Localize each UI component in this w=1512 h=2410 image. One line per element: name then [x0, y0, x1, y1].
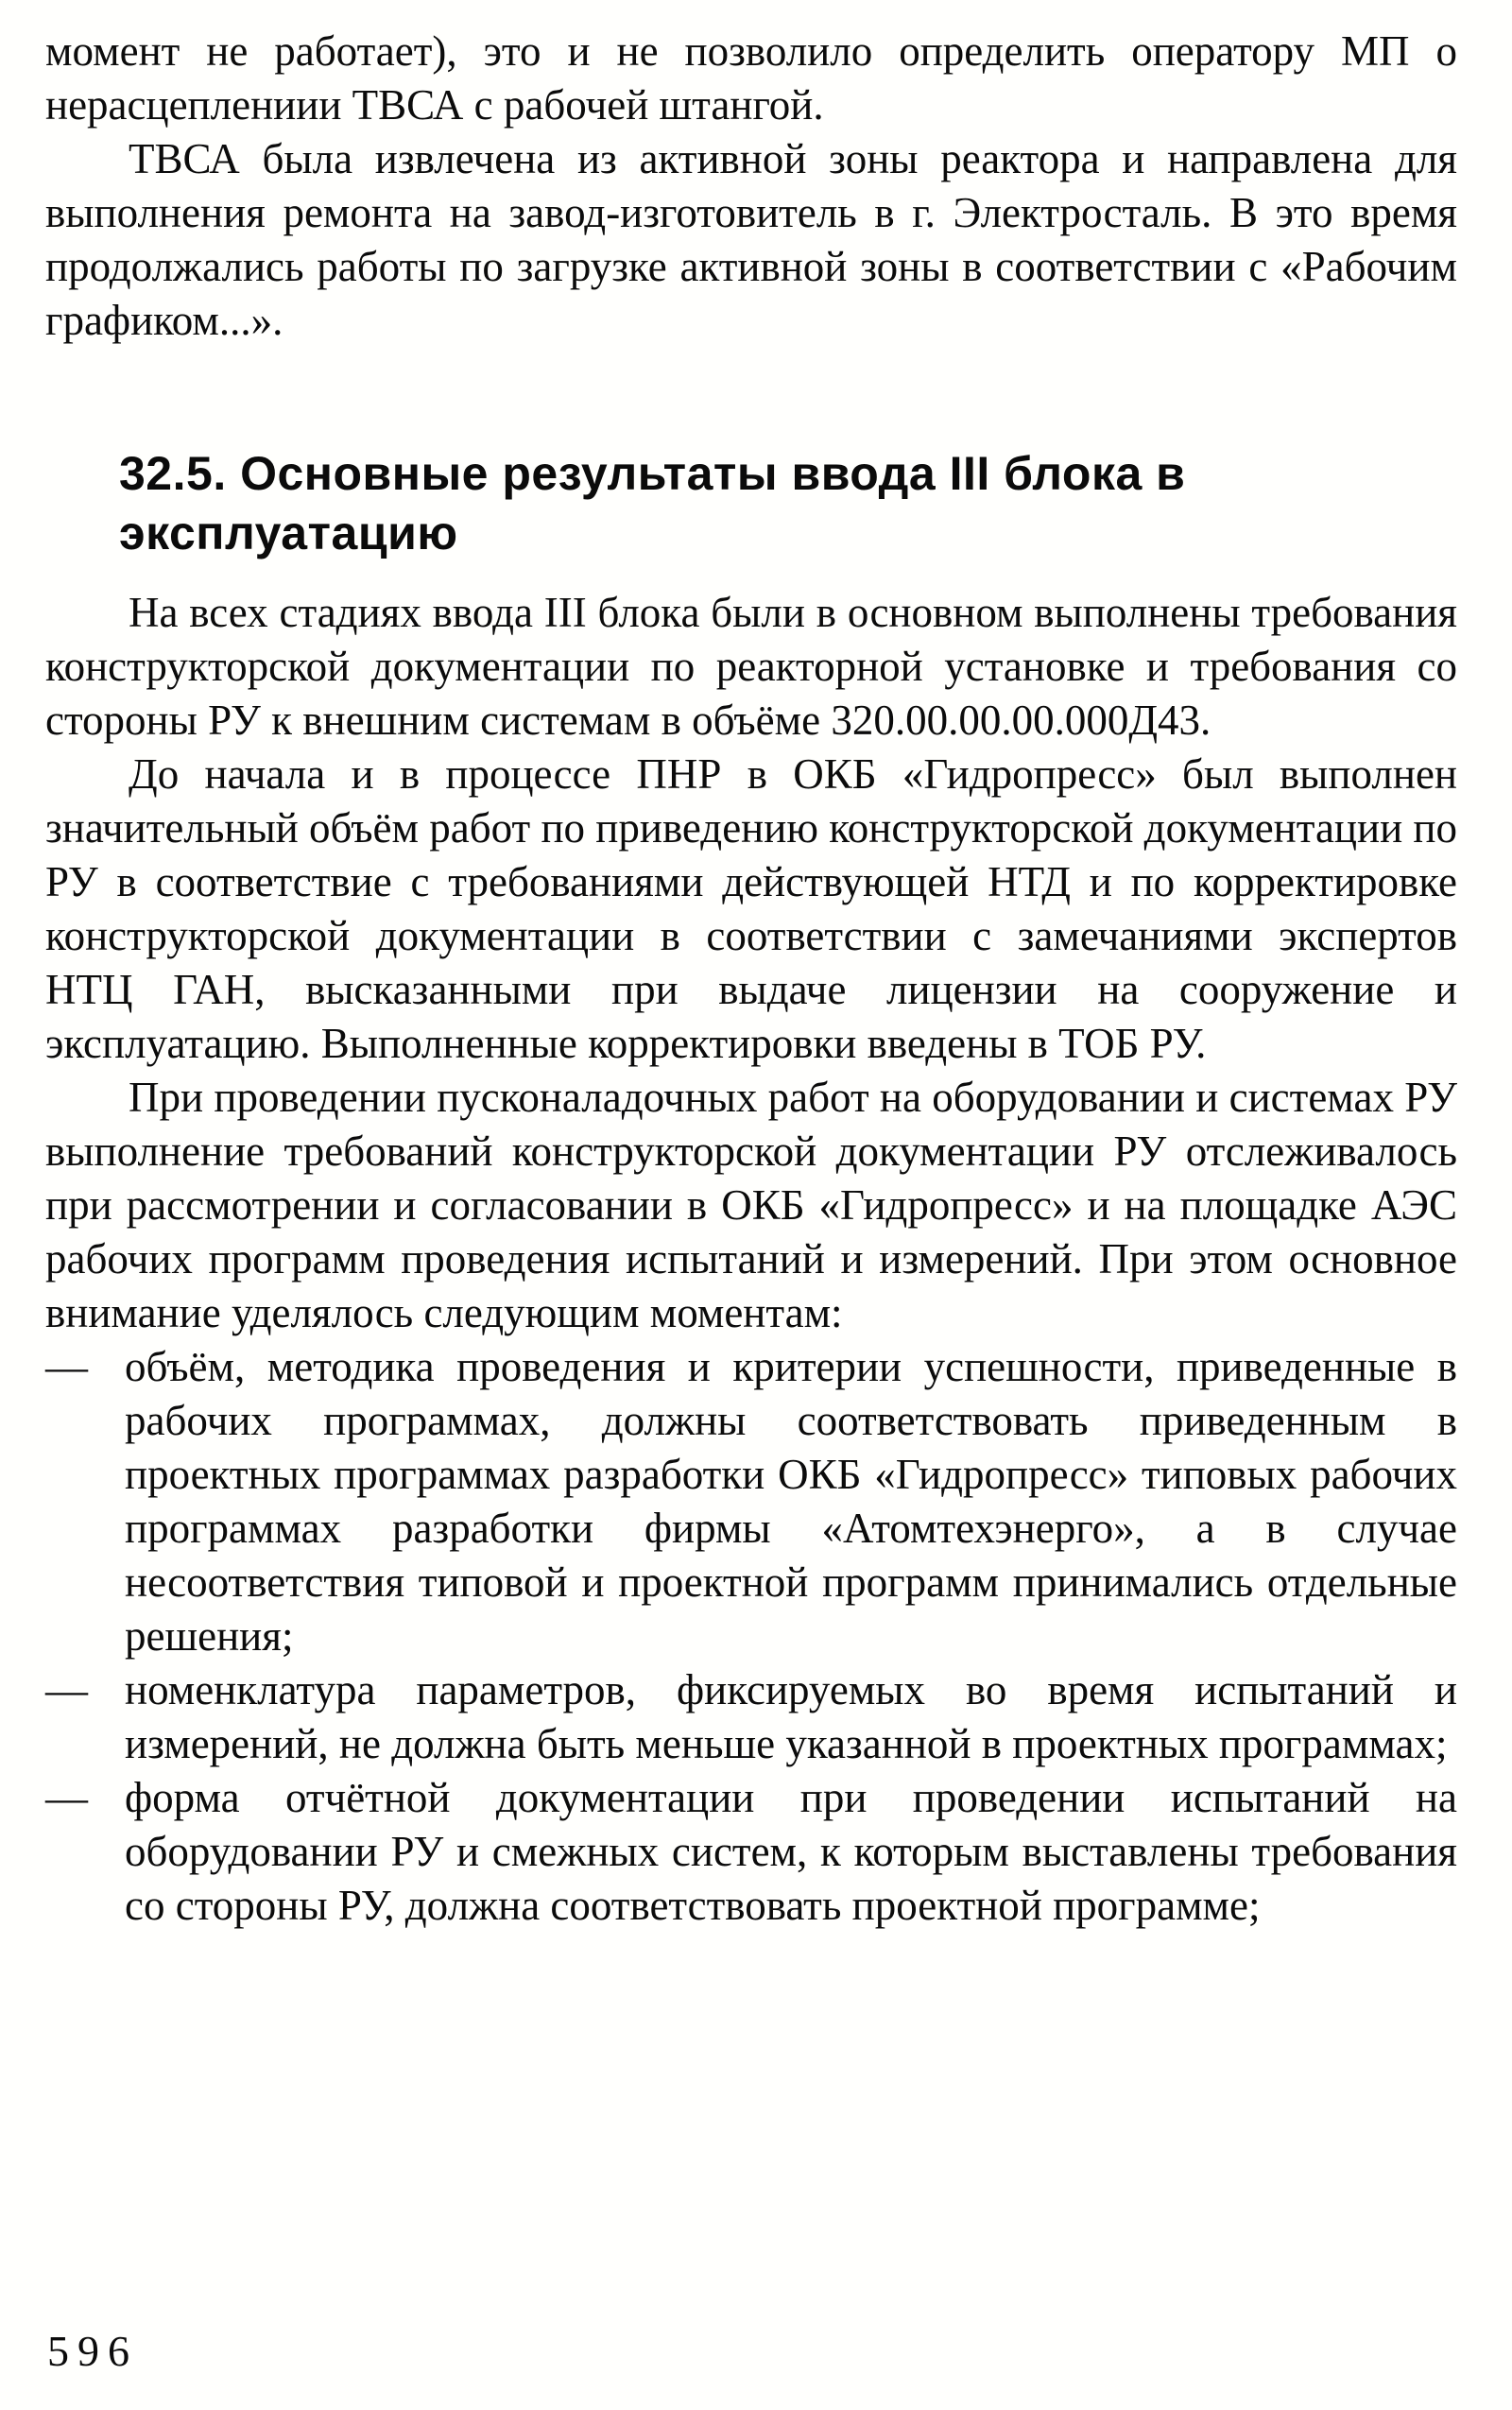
paragraph-continuation: момент не работает), это и не позволило определить оператору МП о нерасцеплениии ТВСА с рабочей штангой. — [45, 27, 1457, 129]
dash-list — [45, 1340, 1457, 1933]
dash-marker: — — [45, 1343, 88, 1390]
list-item-1 — [45, 1340, 1457, 1663]
paragraph-requirements: На всех стадиях ввода III блока были в основном выполнены требования конструкторской документации по реакторной установке и требования со стороны РУ к внешним системам в объёме 320.00.00.00.000Д43. — [45, 589, 1457, 744]
section-heading: 32.5. Основные результаты ввода III блока в эксплуатацию — [119, 447, 1186, 559]
list-item-text: форма отчётной документации при проведении испытаний на оборудовании РУ и смежных систем, к которым выставлены требования со стороны РУ, должна соответствовать проектной программе; — [125, 1774, 1457, 1929]
list-item-3 — [45, 1771, 1457, 1933]
dash-marker: — — [45, 1774, 88, 1821]
list-item-text: объём, методика проведения и критерии успешности, приведенные в рабочих программах, должны соответствовать приведенным в проектных программах разработки ОКБ «Гидропресс» типовых рабочих программах разработки фирмы «Атомтехэнерго», а в случае несоответствия типовой и проектной программ принимались отдельные решения; — [125, 1343, 1457, 1660]
list-item-text: номенклатура параметров, фиксируемых во время испытаний и измерений, не должна быть меньше указанной в проектных программах; — [125, 1666, 1457, 1767]
dash-marker: — — [45, 1666, 88, 1713]
paragraph-commissioning-works: При проведении пусконаладочных работ на оборудовании и системах РУ выполнение требований конструкторской документации РУ отслеживалось при рассмотрении и согласовании в ОКБ «Гидропресс» и на площадке АЭС рабочих программ проведения испытаний и измерений. При этом основное внимание уделялось следующим моментам: — [45, 1074, 1457, 1336]
paragraph-tvsa-removal: ТВСА была извлечена из активной зоны реактора и направлена для выполнения ремонта на завод-изготовитель в г. Электросталь. В это время продолжались работы по загрузке активной зоны в соответствии с «Рабочим графиком...». — [45, 135, 1457, 344]
page-number: 596 — [47, 2327, 138, 2375]
paragraph-pnr-okb: До начала и в процессе ПНР в ОКБ «Гидропресс» был выполнен значительный объём работ по приведению конструкторской документации по РУ в соответствие с требованиями действующей НТД и по корректировке конструкторской документации в соответствии с замечаниями экспертов НТЦ ГАН, высказанными при выдаче лицензии на сооружение и эксплуатацию. Выполненные корректировки введены в ТОБ РУ. — [45, 750, 1458, 1067]
list-item-2 — [45, 1663, 1457, 1771]
